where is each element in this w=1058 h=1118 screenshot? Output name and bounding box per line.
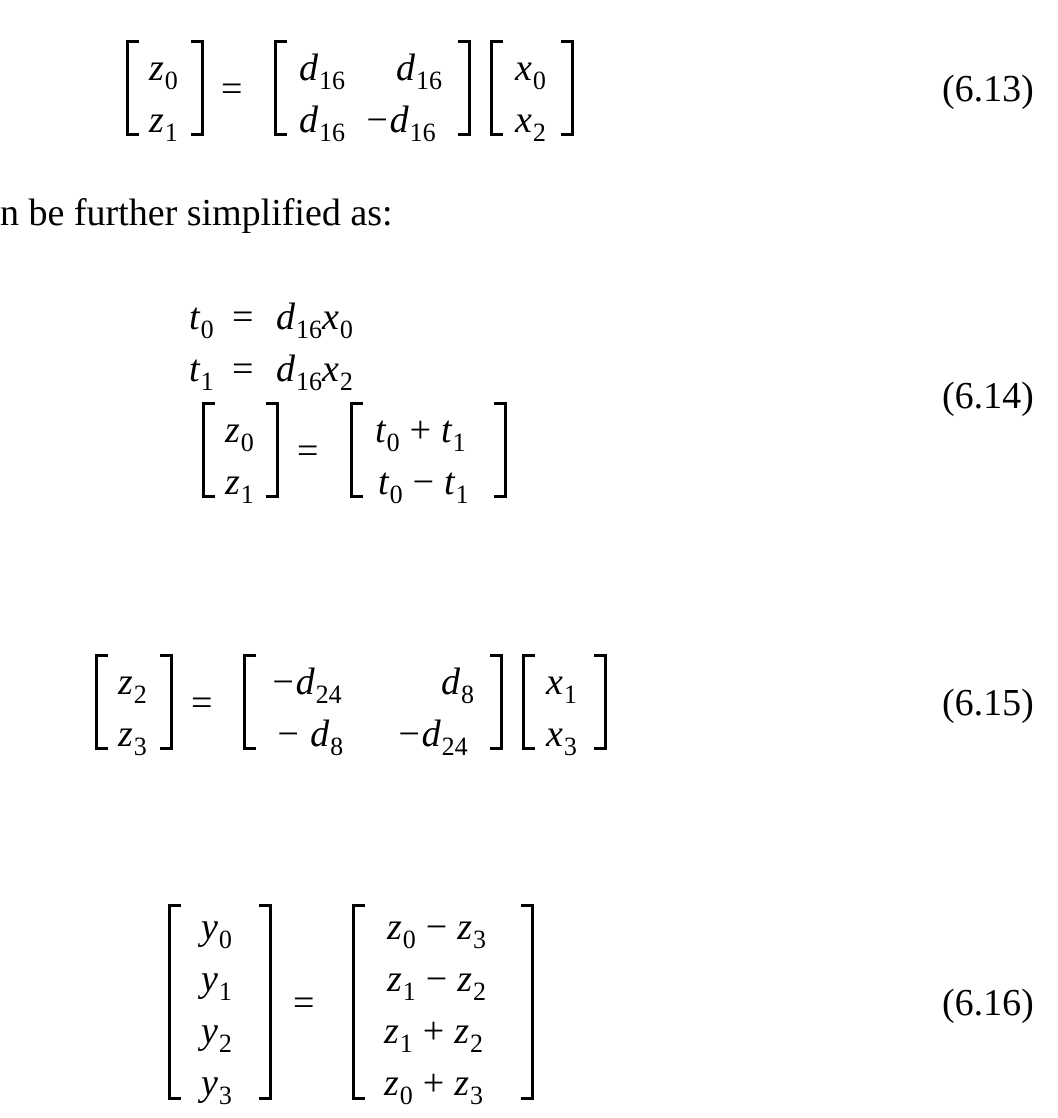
matrix-cell-neg-d24: $-d_{24}$ bbox=[396, 713, 468, 761]
lhs-y1: $y_1$ bbox=[201, 958, 232, 1006]
left-bracket bbox=[168, 904, 181, 1100]
equals-sign: = bbox=[293, 982, 315, 1024]
matrix-cell-d16: $d_{16}$ bbox=[299, 47, 345, 95]
right-bracket bbox=[521, 904, 534, 1100]
vec-z1-plus-z2: $z_1 + z_2$ bbox=[384, 1010, 484, 1058]
lhs-y0: $y_0$ bbox=[201, 906, 232, 954]
matrix-cell-neg-d16: $-d_{16}$ bbox=[364, 99, 436, 147]
matrix-cell-neg-d24: $-d_{24}$ bbox=[270, 661, 342, 709]
left-bracket bbox=[126, 40, 139, 136]
matrix-cell-d8: $d_8$ bbox=[441, 661, 474, 709]
left-bracket bbox=[274, 40, 287, 136]
body-text: n be further simplified as: bbox=[0, 192, 393, 234]
equation-number: (6.14) bbox=[942, 375, 1034, 417]
left-bracket bbox=[95, 654, 108, 750]
right-bracket bbox=[490, 654, 503, 750]
lhs-z2: $z_2$ bbox=[118, 661, 147, 709]
lhs-z1: $z_1$ bbox=[149, 99, 178, 147]
matrix-cell-d16: $d_{16}$ bbox=[396, 47, 442, 95]
equals-sign: = bbox=[297, 430, 319, 472]
vec-z0-minus-z3: $z_0 - z_3$ bbox=[387, 906, 487, 954]
equation-number: (6.15) bbox=[942, 682, 1034, 724]
left-bracket bbox=[522, 654, 535, 750]
lhs-y3: $y_3$ bbox=[201, 1062, 232, 1110]
left-bracket bbox=[202, 402, 215, 498]
equals-sign: = bbox=[232, 296, 254, 338]
right-bracket bbox=[458, 40, 471, 136]
left-bracket bbox=[350, 402, 363, 498]
vec-x0: $x_0$ bbox=[515, 47, 546, 95]
equation-number: (6.16) bbox=[942, 982, 1034, 1024]
matrix-cell-d16: $d_{16}$ bbox=[299, 99, 345, 147]
right-bracket bbox=[259, 904, 272, 1100]
equation-number: (6.13) bbox=[942, 68, 1034, 110]
vec-x1: $x_1$ bbox=[546, 661, 577, 709]
line-t1-lhs: $t_1$ bbox=[189, 348, 214, 396]
lhs-z1: $z_1$ bbox=[225, 461, 254, 509]
vec-z0-plus-z3: $z_0 + z_3$ bbox=[384, 1062, 484, 1110]
vec-t0-plus-t1: $t_0 + t_1$ bbox=[375, 409, 466, 457]
right-bracket bbox=[266, 402, 279, 498]
lhs-z0: $z_0$ bbox=[149, 47, 178, 95]
left-bracket bbox=[352, 904, 365, 1100]
equals-sign: = bbox=[232, 348, 254, 390]
equals-sign: = bbox=[221, 68, 243, 110]
left-bracket bbox=[243, 654, 256, 750]
right-bracket bbox=[494, 402, 507, 498]
lhs-z0: $z_0$ bbox=[225, 409, 254, 457]
lhs-z3: $z_3$ bbox=[118, 713, 147, 761]
line-t0-rhs: $d_{16}x_0$ bbox=[276, 296, 353, 344]
right-bracket bbox=[594, 654, 607, 750]
vec-t0-minus-t1: $t_0 - t_1$ bbox=[378, 461, 469, 509]
right-bracket bbox=[160, 654, 173, 750]
vec-x3: $x_3$ bbox=[546, 713, 577, 761]
left-bracket bbox=[490, 40, 503, 136]
right-bracket bbox=[561, 40, 574, 136]
lhs-y2: $y_2$ bbox=[201, 1010, 232, 1058]
line-t1-rhs: $d_{16}x_2$ bbox=[276, 348, 353, 396]
vec-z1-minus-z2: $z_1 - z_2$ bbox=[387, 958, 487, 1006]
right-bracket bbox=[191, 40, 204, 136]
vec-x2: $x_2$ bbox=[515, 99, 546, 147]
matrix-cell-neg-d8: − $d_8$ bbox=[275, 713, 344, 761]
line-t0-lhs: $t_0$ bbox=[189, 296, 214, 344]
equals-sign: = bbox=[191, 682, 213, 724]
